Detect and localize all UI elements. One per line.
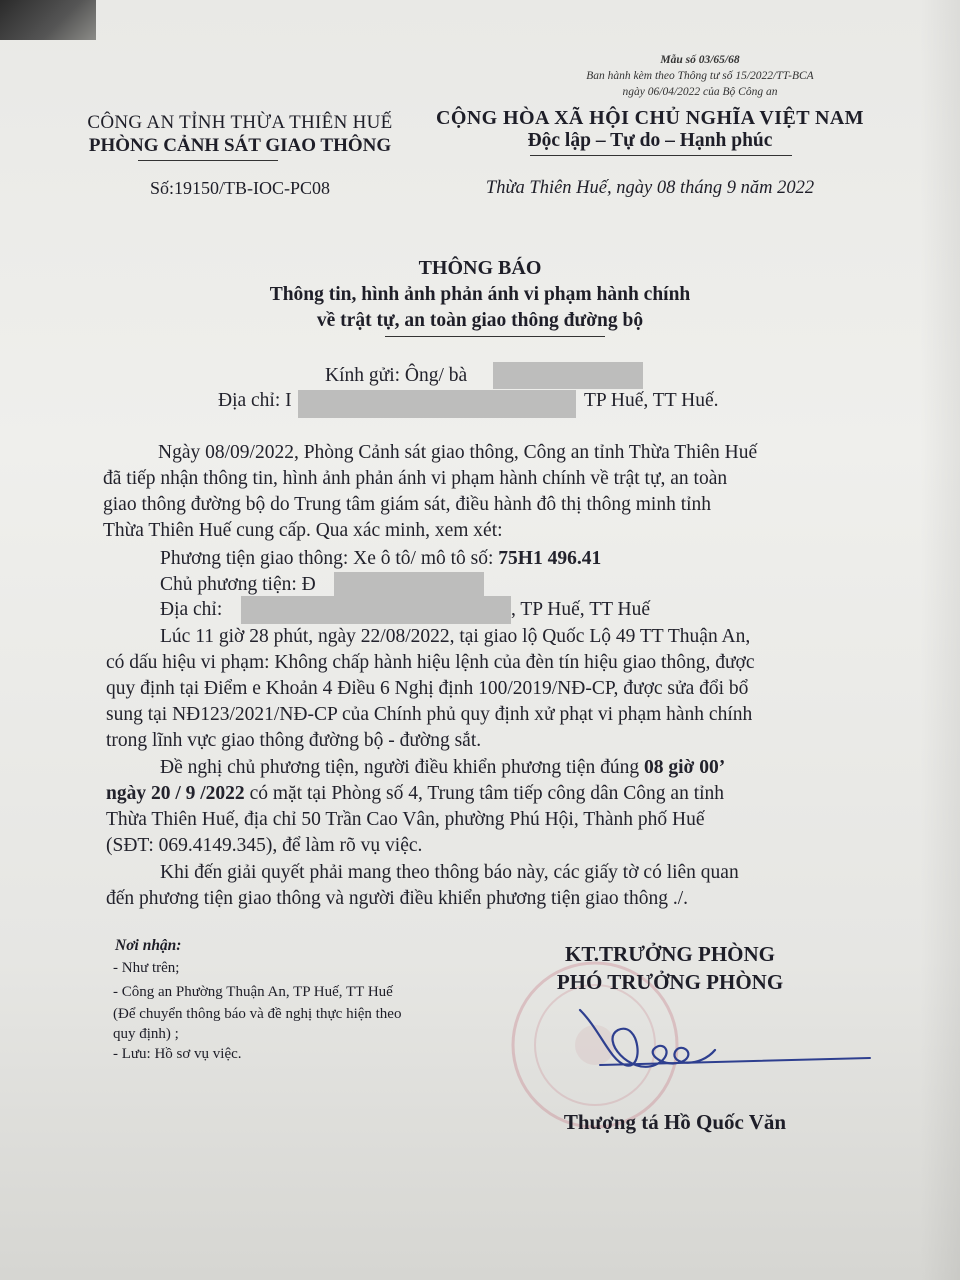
para4-line2: đến phương tiện giao thông và người điều khiển phương tiện giao thông ./. bbox=[106, 888, 689, 909]
form-issued-date: ngày 06/04/2022 của Bộ Công an bbox=[622, 86, 778, 98]
para1-line4: Thừa Thiên Huế cung cấp. Qua xác minh, xem xét: bbox=[103, 520, 503, 541]
redacted-name bbox=[493, 362, 643, 389]
motto: Độc lập – Tự do – Hạnh phúc bbox=[527, 130, 773, 151]
redacted-owner bbox=[334, 572, 484, 599]
appointment-time: 08 giờ 00’ bbox=[644, 757, 726, 778]
doc-title: THÔNG BÁO bbox=[418, 257, 542, 279]
recipient-greeting: Kính gửi: Ông/ bà bbox=[325, 365, 468, 386]
background-corner bbox=[0, 0, 96, 40]
country-name: CỘNG HÒA XÃ HỘI CHỦ NGHĨA VIỆT NAM bbox=[436, 107, 864, 129]
form-number: Mẫu số 03/65/68 bbox=[660, 54, 740, 66]
form-note bbox=[520, 52, 880, 100]
signature-title-2: PHÓ TRƯỞNG PHÒNG bbox=[556, 970, 784, 994]
redacted-address bbox=[298, 390, 576, 418]
vehicle-plate: 75H1 496.41 bbox=[498, 548, 602, 569]
place-date: Thừa Thiên Huế, ngày 08 tháng 9 năm 2022 bbox=[485, 178, 815, 198]
recipients-item-1: - Như trên; bbox=[113, 960, 180, 976]
para1-line1: Ngày 08/09/2022, Phòng Cảnh sát giao thông, Công an tỉnh Thừa Thiên Huế bbox=[158, 442, 758, 463]
para3-line2 bbox=[106, 781, 724, 807]
para1-line2: đã tiếp nhận thông tin, hình ảnh phản ánh vi phạm hành chính về trật tự, an toàn bbox=[103, 468, 728, 489]
owner-address-label: Địa chỉ: bbox=[160, 599, 223, 620]
motto-underline bbox=[530, 155, 792, 156]
para3-line1 bbox=[160, 755, 725, 781]
title-underline bbox=[385, 336, 605, 337]
para1-line3: giao thông đường bộ do Trung tâm giám sát, điều hành đô thị thông minh tỉnh bbox=[103, 494, 712, 515]
para2-line4: sung tại NĐ123/2021/NĐ-CP của Chính phủ quy định xử phạt vi phạm hành chính bbox=[106, 704, 753, 725]
doc-subtitle-2: về trật tự, an toàn giao thông đường bộ bbox=[316, 310, 644, 331]
para2-line3: quy định tại Điểm e Khoản 4 Điều 6 Nghị định 100/2019/NĐ-CP, được sửa đổi bổ bbox=[106, 678, 749, 699]
signature-title-1: KT.TRƯỞNG PHÒNG bbox=[565, 942, 775, 966]
appointment-date: ngày 20 / 9 /2022 bbox=[106, 783, 245, 804]
para2-line1: Lúc 11 giờ 28 phút, ngày 22/08/2022, tại giao lộ Quốc Lộ 49 TT Thuận An, bbox=[160, 626, 751, 647]
para4-line1: Khi đến giải quyết phải mang theo thông báo này, các giấy tờ có liên quan bbox=[160, 862, 739, 883]
vehicle-label: Phương tiện giao thông: Xe ô tô/ mô tô số: bbox=[160, 548, 494, 569]
recipients-item-2-note: (Để chuyển thông báo và đề nghị thực hiện theo bbox=[113, 1006, 402, 1022]
recipients-item-3: - Lưu: Hồ sơ vụ việc. bbox=[113, 1046, 242, 1062]
redacted-owner-address bbox=[241, 596, 511, 624]
agency-parent: CÔNG AN TỈNH THỪA THIÊN HUẾ bbox=[87, 112, 393, 133]
recipients-item-2-note-end: quy định) ; bbox=[113, 1026, 179, 1042]
para2-line5: trong lĩnh vực giao thông đường bộ - đường sắt. bbox=[106, 730, 482, 751]
handwritten-signature bbox=[570, 990, 890, 1100]
para2-line2: có dấu hiệu vi phạm: Không chấp hành hiệu lệnh của đèn tín hiệu giao thông, được bbox=[106, 652, 755, 673]
owner-label: Chủ phương tiện: Đ bbox=[160, 574, 316, 595]
agency-name: PHÒNG CẢNH SÁT GIAO THÔNG bbox=[88, 135, 392, 156]
recipient-address-label: Địa chỉ: I bbox=[218, 390, 292, 411]
doc-subtitle-1: Thông tin, hình ảnh phản ánh vi phạm hành chính bbox=[269, 284, 691, 305]
doc-number: Số:19150/TB-IOC-PC08 bbox=[149, 178, 331, 198]
agency-underline bbox=[138, 160, 278, 161]
form-issued-by: Ban hành kèm theo Thông tư số 15/2022/TT-BCA bbox=[586, 70, 814, 82]
owner-address-suffix: , TP Huế, TT Huế bbox=[511, 599, 651, 620]
para3-line4: (SĐT: 069.4149.345), để làm rõ vụ việc. bbox=[106, 835, 423, 856]
signer-name: Thượng tá Hồ Quốc Văn bbox=[563, 1110, 787, 1134]
para3-line3: Thừa Thiên Huế, địa chỉ 50 Trần Cao Vân, phường Phú Hội, Thành phố Huế bbox=[106, 809, 705, 830]
recipients-item-2: - Công an Phường Thuận An, TP Huế, TT Huế bbox=[113, 984, 393, 1000]
recipients-label: Nơi nhận: bbox=[115, 937, 182, 954]
page-shadow bbox=[920, 0, 960, 1280]
para3-line2-text: có mặt tại Phòng số 4, Trung tâm tiếp công dân Công an tỉnh bbox=[249, 783, 725, 804]
vehicle-line bbox=[160, 546, 601, 572]
recipient-address-suffix: TP Huế, TT Huế. bbox=[584, 390, 719, 411]
para3-line1-text: Đề nghị chủ phương tiện, người điều khiển phương tiện đúng bbox=[160, 757, 640, 778]
